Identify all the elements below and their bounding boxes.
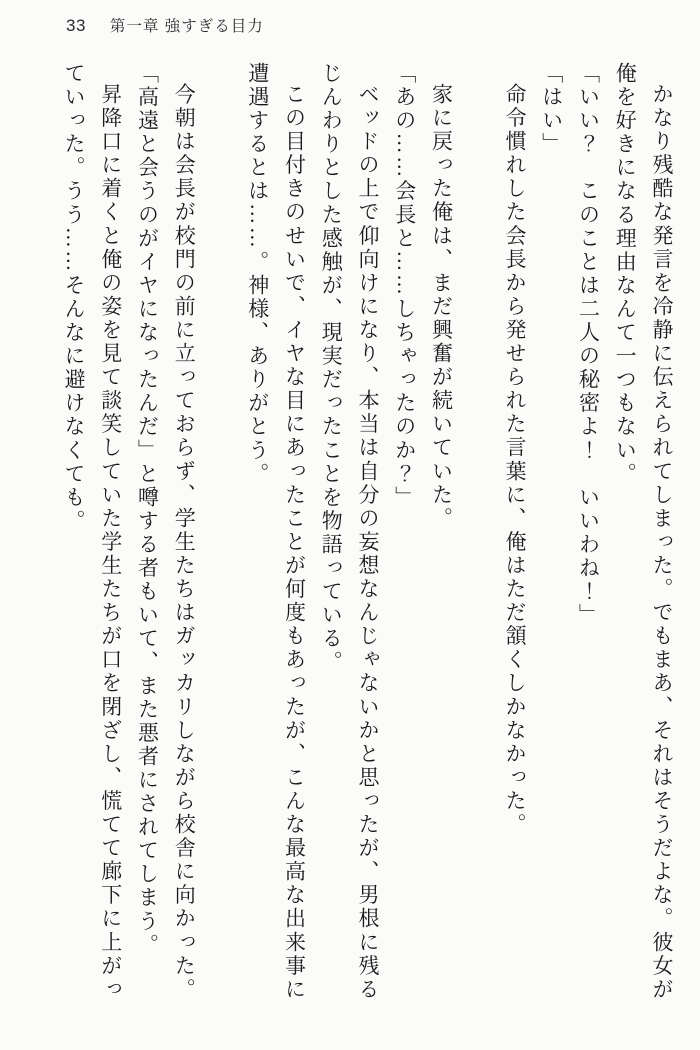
section-break xyxy=(202,62,239,1012)
body-text xyxy=(54,62,680,1012)
paragraph: 「あの……会長と……しちゃったのか？」 xyxy=(392,62,417,510)
chapter-title: 第一章 強すぎる目力 xyxy=(109,18,264,35)
paragraph: 家に戻った俺は、まだ興奮が続いていた。 xyxy=(429,83,454,531)
section-break xyxy=(460,62,497,1012)
page-number: 33 xyxy=(66,16,86,35)
page-header xyxy=(66,14,264,36)
paragraph: 命令慣れした会長から発せられた言葉に、俺はただ頷くしかなかった。 xyxy=(503,83,527,837)
paragraph: かなり残酷な発言を冷静に伝えられてしまった。でもまあ、それはそうだよな。彼女が俺を好きになる理由なんて一つもない。 xyxy=(613,62,674,1002)
paragraph: ベッドの上で仰向けになり、本当は自分の妄想なんじゃないかと思ったが、男根に残るじんわりとした感触が、現実だったことを物語っている。 xyxy=(319,62,380,1002)
paragraph: 「高遠と会うのがイヤになったんだ」と噂する者もいて、また悪者にされてしまう。 xyxy=(135,62,160,957)
paragraph: 「はい」 xyxy=(539,62,564,157)
paragraph: 「いい？ このことは二人の秘密よ！ いいわね！」 xyxy=(576,62,601,628)
paragraph: 昇降口に着くと俺の姿を見て談笑していた学生たちが口を閉ざし、慌てて廊下に上がっていった。うう……そんなに避けなくても。 xyxy=(62,62,123,1002)
paragraph: この目付きのせいで、イヤな目にあったことが何度もあったが、こんな最高な出来事に遭遇するとは……。神様、ありがとう。 xyxy=(245,62,307,1002)
paragraph: 今朝は会長が校門の前に立っておらず、学生たちはガッカリしながら校舎に向かった。 xyxy=(172,83,197,1002)
